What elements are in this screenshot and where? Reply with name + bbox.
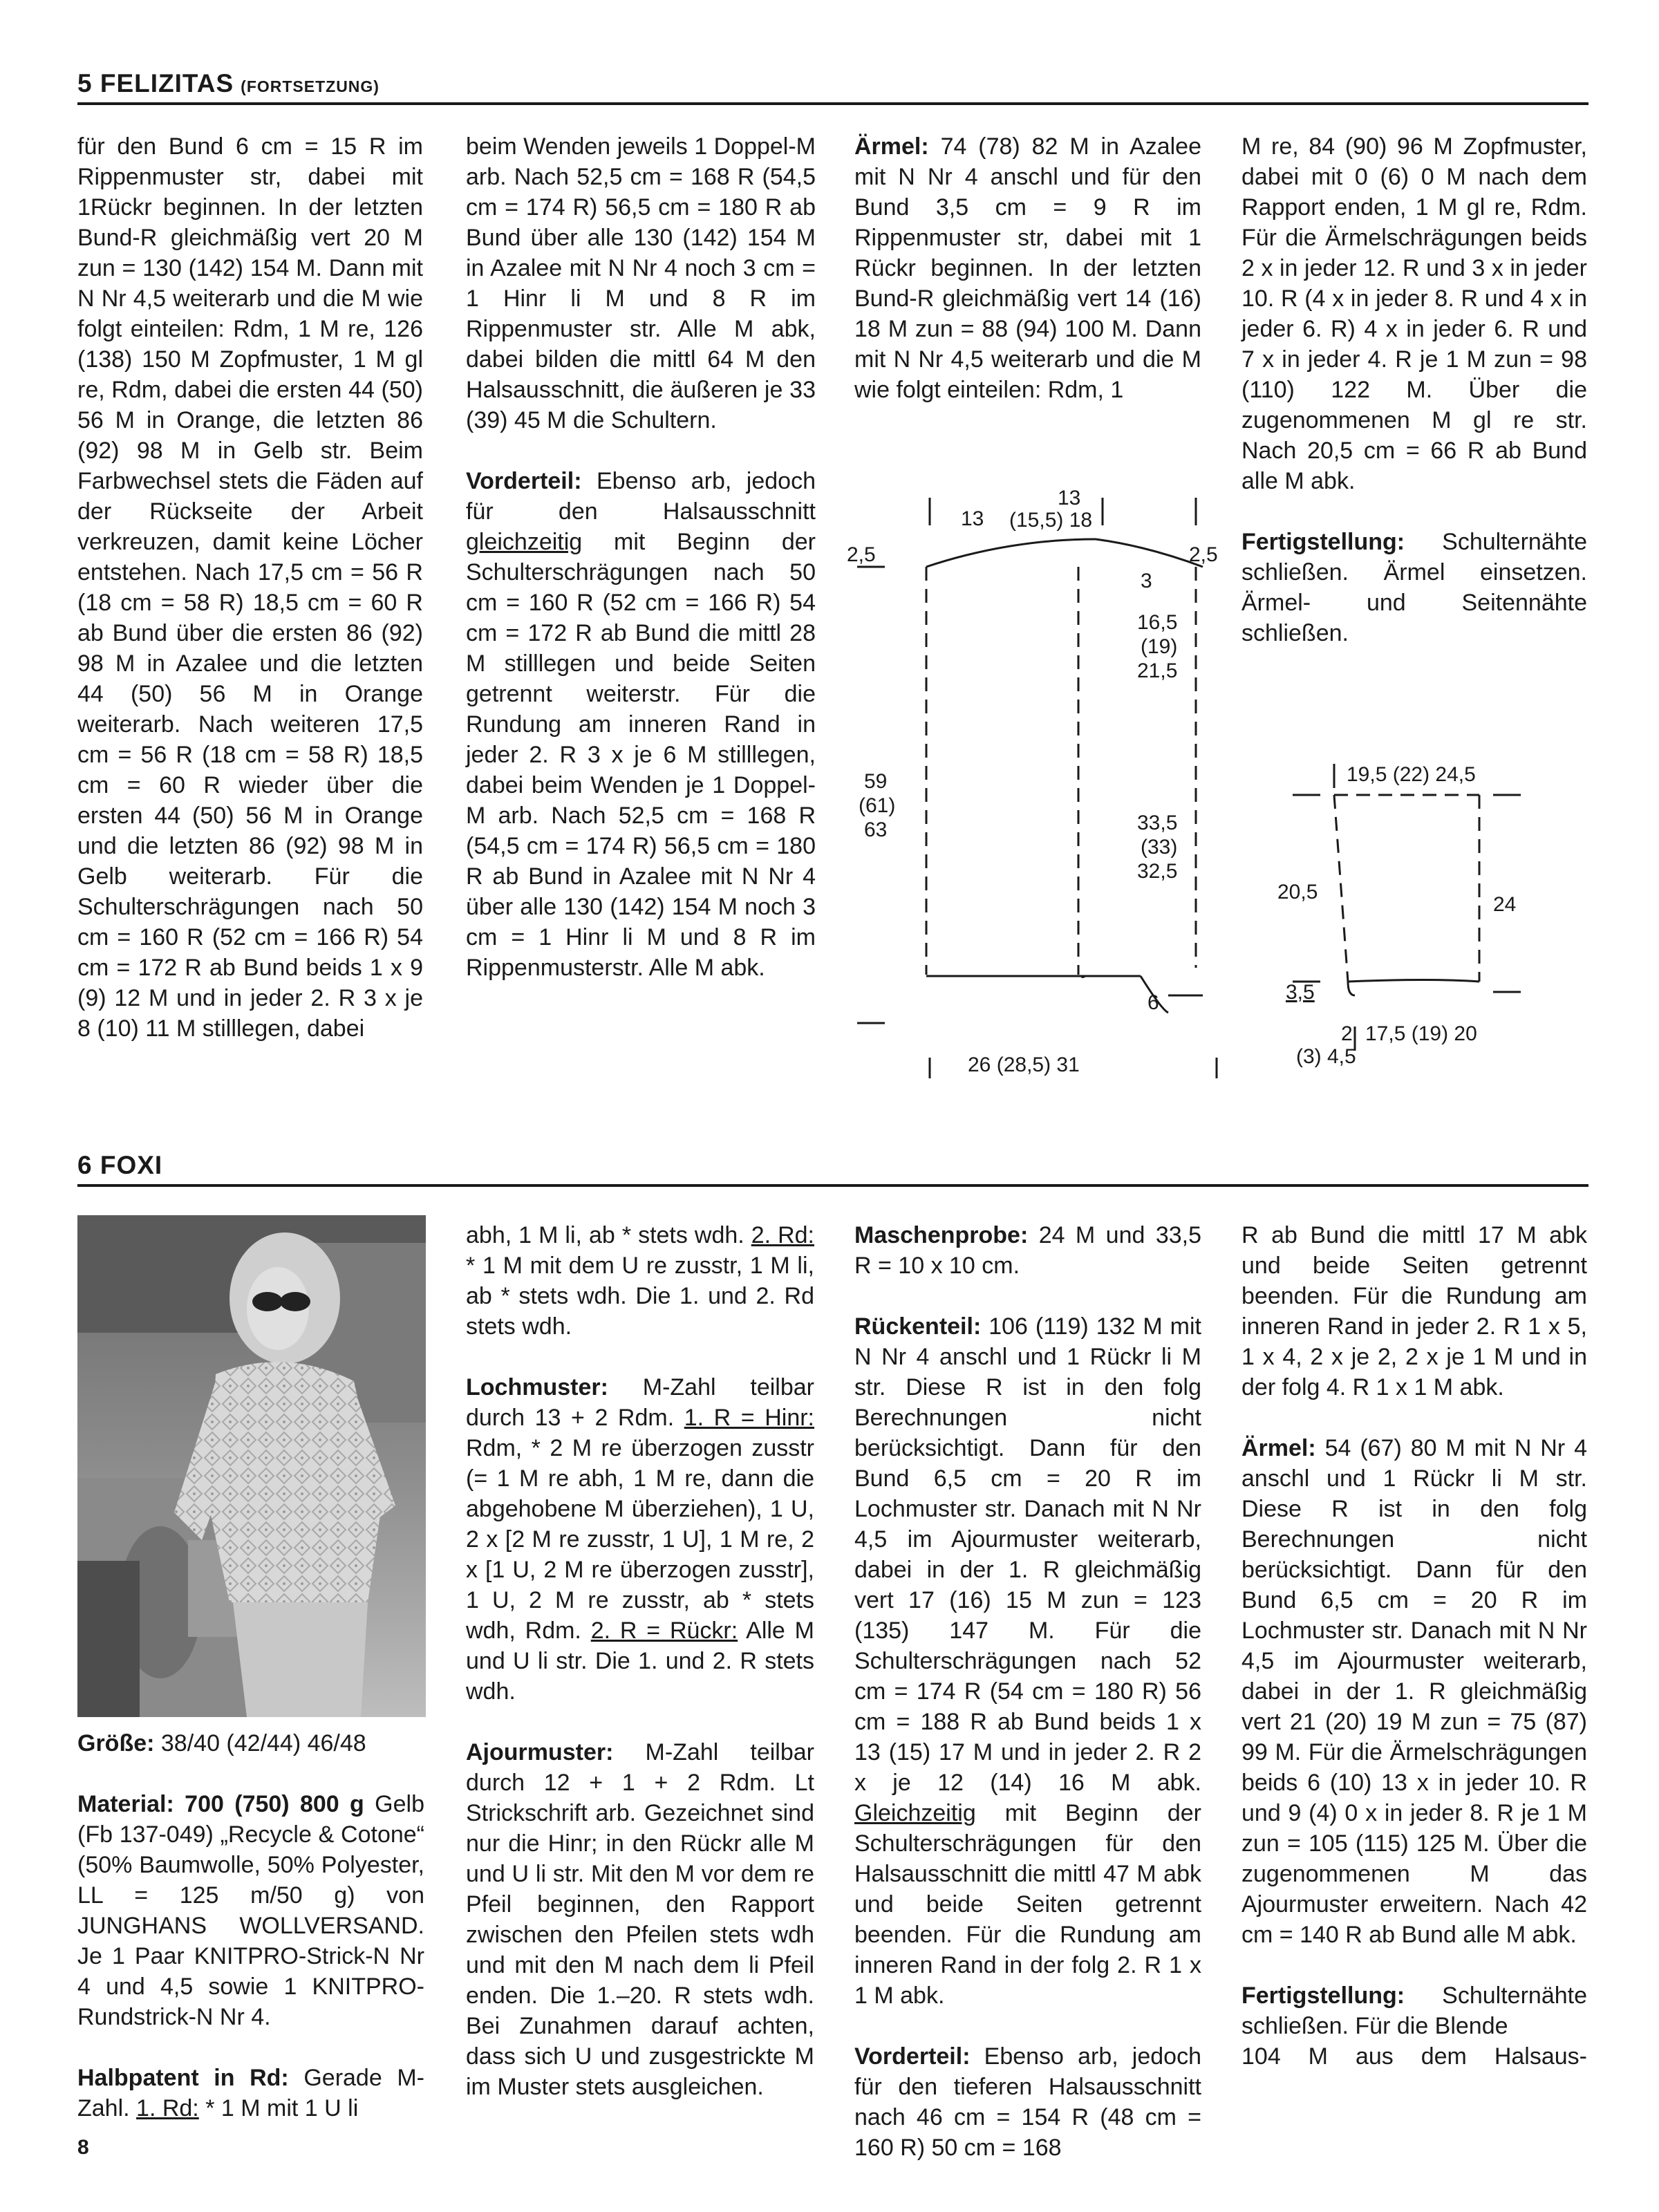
dim-total-1: 59 (864, 770, 888, 793)
model-photo (77, 1215, 426, 1717)
dim-sleeve-bottom-c: (3) 4,5 (1296, 1045, 1356, 1068)
foxi-rueckenteil: Rückenteil: 106 (119) 132 M mit N Nr 4 anschl und 1 Rückr li M str. Diese R ist in den folg Berechnungen nicht berücksichtigt. Dann für den Bund 6,5 cm = 20 R im Lochmuster str. Danach mit N Nr 4,5 im Ajourmuster weiterarb, dabei in der 1. R gleichmäßig vert 17 (16) 15 M zun = 123 (135) 147 M. Für die Schulterschrägungen nach 52 cm = 174 R (54 cm = 180 R) 56 cm = 188 R ab Bund beids 1 x 13 (15) 17 M und in jeder 2. R 2 x je 12 (14) 16 M abk. Gleichzeitig mit Beginn der Schulterschrägungen für den Halsausschnitt die mittl 47 M abk und beide Seiten getrennt beenden. Für die Rundung am inneren Rand in der folg 2. R 1 x 1 M abk. (854, 1313, 1201, 2009)
foxi-column-4 (1241, 1220, 1587, 2072)
foxi-material: Material: 700 (750) 800 g Gelb (Fb 137-049) „Recycle & Cotone“ (50% Baumwolle, 50% Polyester, LL = 125 m/50 g) von JUNGHANS WOLLVERSAND. Je 1 Paar KNITPRO-Strick-N Nr 4 und 4,5 sowie 1 KNITPRO-Rundstrick-N Nr 4. (77, 1791, 424, 2030)
dim-right-neck: 3 (1141, 570, 1152, 592)
label-maschenprobe: Maschenprobe: (854, 1222, 1029, 1248)
label-vorderteil: Vorderteil: (466, 468, 582, 494)
foxi-vorderteil: Vorderteil: Ebenso arb, jedoch für den tieferen Halsausschnitt nach 46 cm = 154 R (48 cm = 160 R) 50 cm = 168 (854, 2043, 1201, 2161)
label-rueckenteil: Rückenteil: (854, 1313, 982, 1340)
dim-armhole-3: 21,5 (1137, 659, 1178, 682)
foxi-size: Größe: 38/40 (42/44) 46/48 (77, 1730, 366, 1756)
dim-right-shoulder: 2,5 (1189, 543, 1218, 566)
dim-sleeve-bottom-b: 17,5 (19) 20 (1365, 1022, 1477, 1045)
sleeve-schematic (1265, 760, 1590, 1078)
label-aermel: Ärmel: (1241, 1435, 1316, 1461)
felizitas-finishing-paragraph: Fertigstellung: Schulternähte schließen. Ärmel einsetzen. Ärmel- und Seitennähte schließen. (1241, 529, 1587, 646)
foxi-ajourmuster: Ajourmuster: M-Zahl teilbar durch 12 + 1 + 2 Rdm. Lt Strickschrift arb. Gezeichnet sind nur die Hinr; in den Rückr alle M und U li str. Mit den M vor dem re Pfeil beginnen, den Rapport zwischen den Pfeilen stets wdh und mit den M nach dem li Pfeil enden. Die 1.–20. R stets wdh. Bei Zunahmen darauf achten, dass sich U und zusgestrickte M im Muster stets ausgleichen. (466, 1739, 814, 2100)
foxi-maschenprobe: Maschenprobe: 24 M und 33,5 R = 10 x 10 cm. (854, 1222, 1201, 1279)
label-aermel: Ärmel: (854, 133, 929, 160)
felizitas-front-paragraph: Vorderteil: Ebenso arb, jedoch für den Halsausschnitt gleichzeitig mit Beginn der Schulterschrägungen nach 50 cm = 160 R (52 cm = 166 R) 54 cm = 172 R ab Bund die mittl 28 M stilllegen und beide Seiten getrennt weiterstr. Für die Rundung am inneren Rand in jeder 2. R 3 x je 6 M stilllegen, dabei beim Wenden je 1 Doppel-M arb. Nach 52,5 cm = 168 R (54,5 cm = 174 R) 56,5 cm = 180 R ab Bund in Azalee mit N Nr 4 über alle 130 (142) 154 M noch 3 cm = 1 Hinr li M und 8 R im Rippenmusterstr. Alle M abk. (466, 468, 816, 981)
model-photo-image (77, 1215, 426, 1717)
felizitas-column-2 (466, 131, 816, 983)
dim-top-mid-2: (15,5) 18 (1009, 509, 1093, 532)
dim-armhole-1: 16,5 (1137, 611, 1178, 634)
dim-sleeve-top: 19,5 (22) 24,5 (1347, 763, 1476, 786)
foxi-aermel: Ärmel: 54 (67) 80 M mit N Nr 4 anschl und 1 Rückr li M str. Diese R ist in den folg Berechnungen nicht berücksichtigt. Dann für den Bund 6,5 cm = 20 R im Lochmuster str. Danach mit N Nr 4,5 im Ajourmuster weiterarb, dabei in der 1. R gleichmäßig vert 21 (20) 19 M zun = 75 (87) 99 M. Für die Ärmelschrägungen beids 6 (10) 13 x in jeder 10. R und 9 (4) 0 x in jeder 8. R je 1 M zun = 105 (115) 125 M. Über die zugenommenen M das Ajourmuster erweitern. Nach 42 cm = 140 R ab Bund alle M abk. (1241, 1435, 1587, 1948)
dim-top-mid-1: 13 (1058, 487, 1081, 509)
foxi-lochmuster: Lochmuster: M-Zahl teilbar durch 13 + 2 Rdm. 1. R = Hinr: Rdm, * 2 M re überzogen zusstr (= 1 M re abh, 1 M re, dann die abgehobene M überziehen), 1 U, 2 x [2 M re zusstr, 1 U], 1 M re, 2 x [1 U, 2 M re überzogen zusstr], 1 U, 2 M re zusstr, ab * stets wdh, Rdm. 2. R = Rückr: Alle M und U li str. Die 1. und 2. R stets wdh. (466, 1374, 814, 1705)
dim-rib: 6 (1147, 991, 1159, 1014)
dim-total-3: 63 (864, 818, 888, 841)
felizitas-column-4 (1241, 131, 1587, 648)
felizitas-text-back: beim Wenden jeweils 1 Doppel-M arb. Nach 52,5 cm = 168 R (54,5 cm = 174 R) 56,5 cm = 180 R ab Bund über alle 130 (142) 154 M in Azalee mit N Nr 4 noch 3 cm = 1 Hinr li M und 8 R im Rippenmuster str. Alle M abk, dabei bilden die mittl 64 M den Halsausschnitt, die äußeren je 33 (39) 45 M die Schultern. (466, 133, 816, 433)
felizitas-column-3 (854, 131, 1201, 405)
label-material: Material: 700 (750) 800 g (77, 1791, 364, 1817)
section-heading-felizitas (77, 69, 1588, 105)
section-subtitle: (FORTSETZUNG) (241, 77, 379, 95)
foxi-column-2 (466, 1220, 814, 2102)
dim-width: 26 (28,5) 31 (968, 1053, 1080, 1076)
dim-sleeve-cuff: 3,5 (1286, 981, 1315, 1004)
label-ajourmuster: Ajourmuster: (466, 1739, 614, 1765)
section-title: 6 FOXI (77, 1151, 163, 1179)
felizitas-sleeve-continued: M re, 84 (90) 96 M Zopfmuster, dabei mit 0 (6) 0 M nach dem Rapport enden, 1 M gl re, Rdm. Für die Ärmelschrägungen beids 2 x in jeder 12. R und 3 x in jeder 10. R (4 x in jeder 8. R und 4 x in jeder 6. R) 4 x in jeder 6. R und 7 x in jeder 4. R je 1 M zun = 98 (110) 122 M. Über die zugenommenen M gl re str. Nach 20,5 cm = 66 R ab Bund alle M abk. (1241, 133, 1587, 494)
label-lochmuster: Lochmuster: (466, 1374, 608, 1400)
felizitas-sleeve-paragraph: Ärmel: 74 (78) 82 M in Azalee mit N Nr 4 anschl und für den Bund 3,5 cm = 9 R im Rippenmuster str, dabei mit 1 Rückr beginnen. In der letzten Bund-R gleichmäßig vert 14 (16) 18 M zun = 88 (94) 100 M. Dann mit N Nr 4,5 weiterarb und die M wie folgt einteilen: Rdm, 1 (854, 133, 1201, 403)
dim-top-left: 13 (961, 507, 984, 530)
label-halbpatent: Halbpatent in Rd: (77, 2065, 289, 2091)
dim-sleeve-left: 20,5 (1277, 881, 1318, 903)
label-fertigstellung: Fertigstellung: (1241, 1983, 1405, 2009)
section-heading-foxi (77, 1151, 1588, 1187)
dim-armhole-2: (19) (1141, 635, 1178, 658)
dim-sleeve-right: 24 (1493, 893, 1517, 916)
dim-total-2: (61) (859, 794, 896, 817)
dim-side-1: 33,5 (1137, 812, 1178, 834)
foxi-column-3 (854, 1220, 1201, 2163)
body-schematic (843, 484, 1230, 1078)
section-title: 5 FELIZITAS (77, 69, 234, 97)
label-groesse: Größe: (77, 1730, 155, 1756)
foxi-fertigstellung: Fertigstellung: Schulternähte schließen. Für die Blende 104 M aus dem Halsaus- (1241, 1983, 1587, 2070)
foxi-column-1 (77, 1728, 424, 2124)
label-fertigstellung: Fertigstellung: (1241, 529, 1405, 555)
felizitas-text-1: für den Bund 6 cm = 15 R im Rippenmuster str, dabei mit 1Rückr beginnen. In der letzten Bund-R gleichmäßig vert 20 M zun = 130 (142) 154 M. Dann mit N Nr 4,5 weiterarb und die M wie folgt einteilen: Rdm, 1 M re, 126 (138) 150 M Zopfmuster, 1 M gl re, Rdm, dabei die ersten 44 (50) 56 M in Orange, die letzten 86 (92) 98 M in Gelb str. Beim Farbwechsel stets die Fäden auf der Rückseite der Arbeit verkreuzen, damit keine Löcher entstehen. Nach 17,5 cm = 56 R (18 cm = 58 R) 18,5 cm = 60 R ab Bund über die ersten 86 (92) 98 M in Azalee und die letzten 44 (50) 56 M in Orange weiterarb. Nach weiteren 17,5 cm = 56 R (18 cm = 58 R) 18,5 cm = 60 R wieder über die ersten 44 (50) 56 M in Orange und die letzten 86 (92) 98 M in Gelb weiterarb. Für die Schulterschrägungen nach 50 cm = 160 R (52 cm = 166 R) 54 cm = 172 R ab Bund beids 1 x 9 (9) 12 M und in jeder 2. R 3 x je 8 (10) 11 M stilllegen, dabei (77, 133, 423, 1042)
foxi-halbpatent-continued: abh, 1 M li, ab * stets wdh. 2. Rd: * 1 M mit dem U re zusstr, 1 M li, ab * stets wdh. Die 1. und 2. Rd stets wdh. (466, 1222, 814, 1340)
felizitas-column-1 (77, 131, 423, 1044)
dim-side-2: (33) (1141, 836, 1178, 859)
dim-sleeve-bottom-a: 2 (1341, 1022, 1353, 1045)
label-vorderteil: Vorderteil: (854, 2043, 971, 2070)
dim-side-3: 32,5 (1137, 860, 1178, 883)
foxi-halbpatent: Halbpatent in Rd: Gerade M-Zahl. 1. Rd: * 1 M mit 1 U li (77, 2065, 424, 2121)
foxi-vorderteil-continued: R ab Bund die mittl 17 M abk und beide Seiten getrennt beenden. Für die Rundung am inneren Rand in jeder 2. R 1 x 5, 1 x 4, 2 x je 2, 2 x je 1 M und in der folg 4. R 1 x 1 M abk. (1241, 1222, 1587, 1400)
page-number: 8 (77, 2136, 89, 2159)
dim-left-shoulder: 2,5 (847, 543, 876, 566)
